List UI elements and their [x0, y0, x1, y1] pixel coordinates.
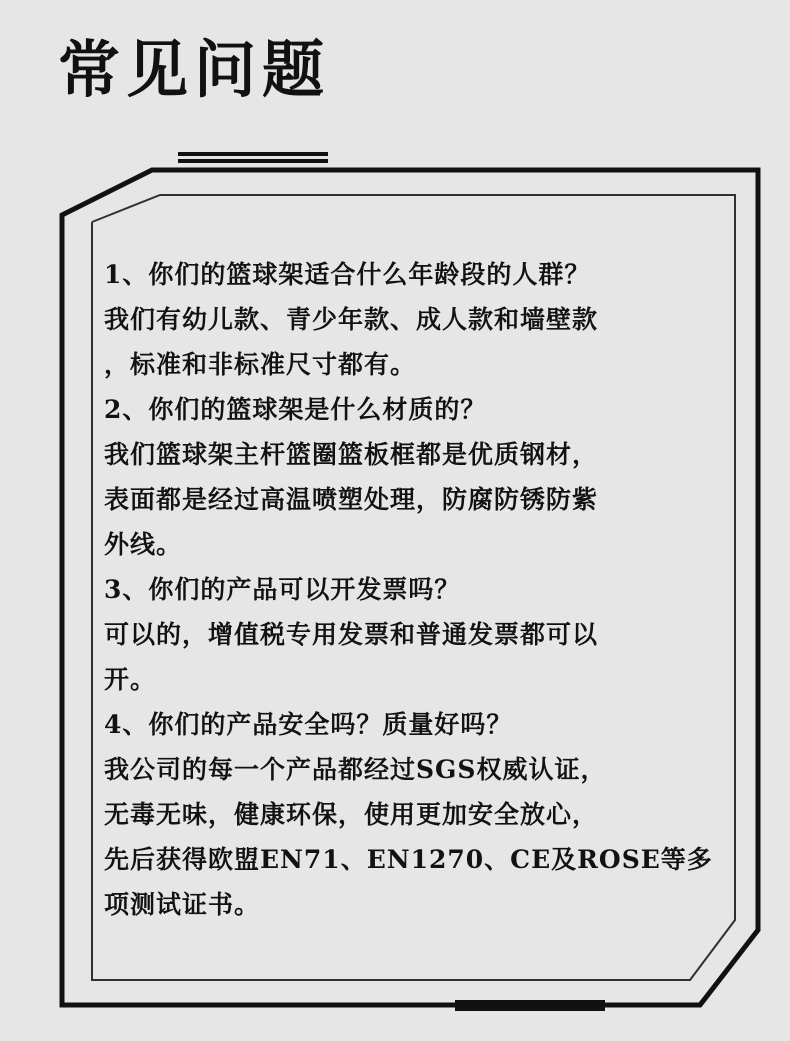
rule-line-top	[178, 152, 328, 156]
page-title: 常见问题	[58, 33, 331, 106]
faq-answer-line: 外线。	[104, 530, 183, 559]
faq-question: 4、你们的产品安全吗？质量好吗？	[104, 710, 513, 739]
faq-answer-line: 表面都是经过高温喷塑处理，防腐防锈防紫	[104, 485, 599, 514]
rule-line-bottom	[178, 159, 328, 163]
title-underline-rule	[178, 152, 328, 162]
faq-answer-line: ，标准和非标准尺寸都有。	[104, 350, 417, 379]
faq-answer-line: 无毒无味，健康环保，使用更加安全放心，	[104, 800, 599, 829]
faq-question: 3、你们的产品可以开发票吗？	[104, 575, 461, 604]
faq-answer-line: 先后获得欧盟EN71、EN1270、CE及ROSE等多	[104, 845, 713, 874]
faq-answer-line: 项测试证书。	[104, 890, 261, 919]
faq-answer-line: 开。	[104, 665, 157, 694]
faq-answer-line: 我们篮球架主杆篮圈篮板框都是优质钢材，	[104, 440, 599, 469]
faq-answer-line: 我公司的每一个产品都经过SGS权威认证，	[104, 755, 607, 784]
faq-question: 1、你们的篮球架适合什么年龄段的人群？	[104, 260, 591, 289]
faq-answer-line: 我们有幼儿款、青少年款、成人款和墙壁款	[104, 305, 599, 334]
faq-list	[104, 252, 713, 927]
faq-question: 2、你们的篮球架是什么材质的？	[104, 395, 487, 424]
faq-answer-line: 可以的，增值税专用发票和普通发票都可以	[104, 620, 599, 649]
